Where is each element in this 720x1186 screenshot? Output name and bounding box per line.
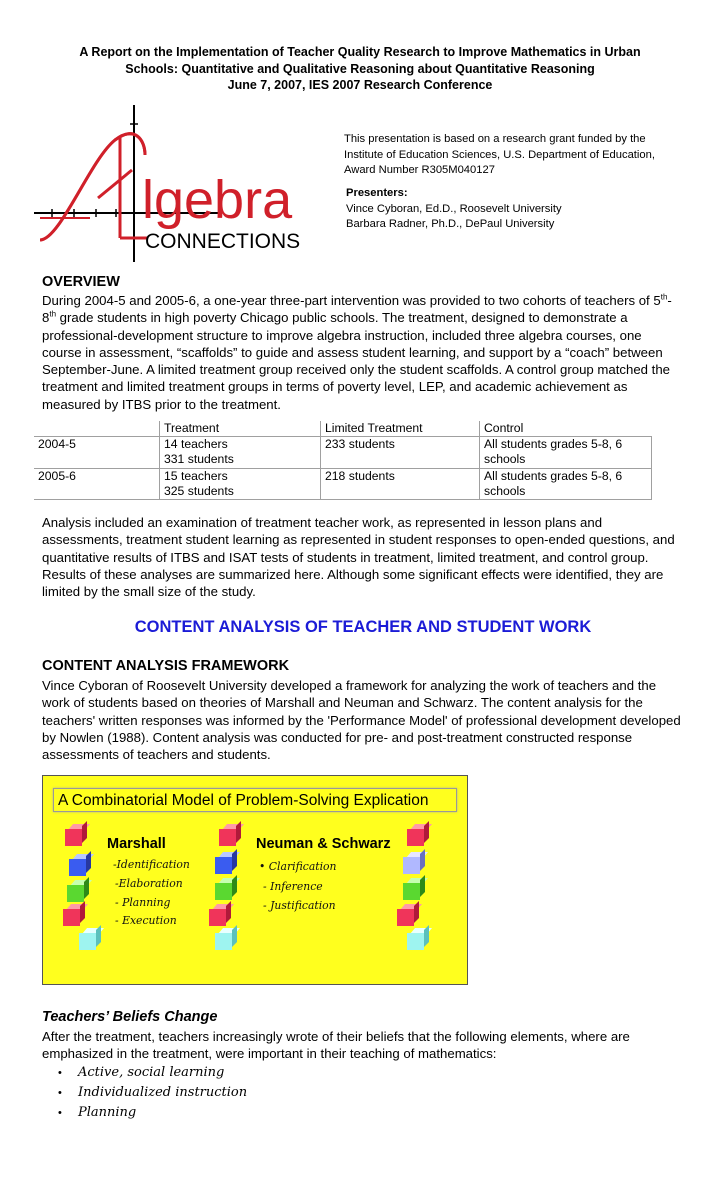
funding-note: [344, 132, 684, 179]
funding-line1: This presentation is based on a research grant funded by the: [344, 133, 646, 145]
cube-icon: [403, 852, 425, 874]
overview-sup-1: th: [660, 292, 668, 302]
marshall-item: - Planning: [115, 896, 171, 909]
neuman-schwarz-item: - Inference: [263, 880, 323, 893]
table-header-cell: [34, 421, 160, 437]
study-groups-table: [34, 421, 652, 500]
logo-sub-text: CONNECTIONS: [145, 230, 301, 253]
marshall-item: - Execution: [115, 914, 177, 927]
beliefs-heading: Teachers’ Beliefs Change: [42, 1009, 218, 1025]
table-cell-treatment: [160, 437, 321, 468]
cell-line: 15 teachers: [164, 468, 228, 483]
cell-line: 331 students: [164, 452, 234, 467]
report-title-line1: A Report on the Implementation of Teacher Quality Research to Improve Mathematics in Urban: [79, 45, 641, 59]
overview-heading: OVERVIEW: [42, 274, 120, 290]
marshall-heading: Marshall: [107, 836, 166, 852]
cube-icon: [397, 904, 419, 926]
cube-icon: [215, 928, 237, 950]
report-title-line2: Schools: Quantitative and Qualitative Reasoning about Quantitative Reasoning: [125, 61, 595, 76]
logo-main-text: lgebra: [142, 170, 293, 230]
overview-paragraph: [42, 292, 682, 413]
figure-title: A Combinatorial Model of Problem-Solving Explication: [53, 788, 457, 812]
table-header-cell: Control: [484, 421, 524, 435]
table-header-cell: Treatment: [160, 421, 321, 437]
cube-icon: [215, 852, 237, 874]
neuman-schwarz-heading: Neuman & Schwarz: [256, 836, 391, 852]
cube-icon: [69, 854, 91, 876]
overview-text-2: -8: [42, 293, 672, 326]
combinatorial-model-figure: [42, 775, 468, 985]
table-cell-treatment: [160, 468, 321, 499]
cube-icon: [407, 928, 429, 950]
table-header-row: [34, 421, 652, 437]
cube-icon: [407, 824, 429, 846]
cell-line: 14 teachers: [164, 437, 228, 452]
cube-icon: [403, 878, 425, 900]
cube-icon: [79, 928, 101, 950]
cell-line: schools: [484, 483, 526, 498]
overview-sup-2: th: [49, 309, 57, 319]
content-analysis-title: CONTENT ANALYSIS OF TEACHER AND STUDENT WORK: [134, 618, 592, 636]
cube-icon: [209, 904, 231, 926]
presenters-label: Presenters:: [346, 187, 408, 199]
table-cell-limited: 233 students: [321, 437, 480, 468]
cube-icon: [219, 824, 241, 846]
list-item: • Active, social learning: [58, 1063, 247, 1083]
table-cell-control: [480, 468, 652, 499]
beliefs-list: [58, 1063, 247, 1123]
table-cell-year: 2004-5: [34, 437, 160, 468]
presenter-1: Vince Cyboran, Ed.D., Roosevelt University: [346, 202, 562, 215]
funding-line3: Award Number R305M040127: [344, 164, 495, 176]
cell-line: 325 students: [164, 483, 234, 498]
framework-heading: CONTENT ANALYSIS FRAMEWORK: [42, 658, 290, 674]
cube-icon: [63, 904, 85, 926]
cube-icon: [67, 880, 89, 902]
overview-text-3: grade students in high poverty Chicago public schools. The treatment, designed to demonstrate a professional-development structure to improve algebra instruction, included three algebra courses, one course in assessment, “scaffolds” to guide and assess student learning, and support by a “coach” between September-June. A limited treatment group received only the student scaffolds. A control group matched the treatment and limited treatment groups in terms of poverty level, LEP, and academic achievement as measured by ITBS prior to the treatment.: [42, 310, 670, 412]
marshall-item: -Identification: [113, 858, 190, 871]
cube-icon: [215, 878, 237, 900]
cell-line: schools: [484, 452, 526, 467]
logo-graphic: [30, 100, 330, 270]
presenter-2: Barbara Radner, Ph.D., DePaul University: [346, 218, 555, 230]
presenters-block: [346, 186, 686, 233]
table-row: [34, 437, 652, 468]
table-header-cell: Limited Treatment: [321, 421, 480, 437]
neuman-schwarz-item: • Clarification: [259, 860, 337, 873]
cell-line: All students grades 5-8, 6: [484, 437, 623, 452]
beliefs-paragraph: After the treatment, teachers increasingly wrote of their beliefs that the following elements, where are emphasized in the treatment, were important in their teaching of mathematics:: [42, 1029, 630, 1062]
list-item: • Planning: [58, 1103, 247, 1123]
table-cell-year: 2005-6: [34, 468, 160, 499]
cube-icon: [65, 824, 87, 846]
list-item: • Individualized instruction: [58, 1083, 247, 1103]
table-row: [34, 468, 652, 499]
marshall-item: -Elaboration: [115, 877, 183, 890]
analysis-paragraph: Analysis included an examination of treatment teacher work, as represented in lesson plans and assessments, treatment student learning as represented in student responses to open-ended questions, and quantitative results of ITBS and ISAT tests of students in treatment, limited treatment, and control group. Results of these analyses are summarized here. Although some significant effects were identified, they are limited by the small size of the study.: [42, 515, 675, 600]
algebra-connections-logo: [30, 100, 330, 270]
framework-paragraph: Vince Cyboran of Roosevelt University developed a framework for analyzing the work of teachers and the work of students based on theories of Marshall and Neuman and Schwarz. The content analysis for the teachers' written responses was informed by the 'Performance Model' of professional development developed by Nowlen (1988). Content analysis was conducted for pre- and post-treatment constructed response assessments of teachers and students.: [42, 678, 681, 763]
report-date-line: June 7, 2007, IES 2007 Research Conference: [227, 78, 493, 92]
report-header: [0, 44, 720, 94]
table-cell-control: [480, 437, 652, 468]
cell-line: All students grades 5-8, 6: [484, 468, 623, 483]
neuman-schwarz-item: - Justification: [263, 899, 336, 912]
overview-text-1: During 2004-5 and 2005-6, a one-year three-part intervention was provided to two cohorts of teachers of 5: [42, 293, 661, 308]
funding-line2: Institute of Education Sciences, U.S. Department of Education,: [344, 148, 655, 161]
table-cell-limited: 218 students: [321, 468, 480, 499]
